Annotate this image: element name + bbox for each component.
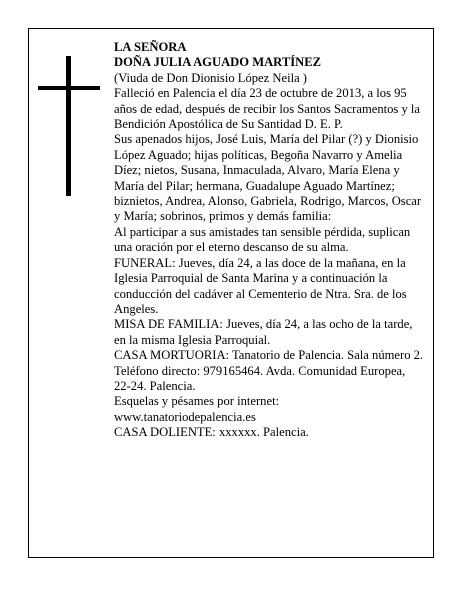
widow-line: (Viuda de Don Dionisio López Neila ) (114, 70, 307, 85)
deceased-name: DOÑA JULIA AGUADO MARTÍNEZ (114, 55, 322, 70)
funeral-paragraph: FUNERAL: Jueves, día 24, a las doce de la mañana, en la Iglesia Parroquial de Santa Marina y a continuación la conducción del cadáver al Cementerio de Ntra. Sra. de los Angeles. (114, 255, 407, 316)
mass-paragraph: MISA DE FAMILIA: Jueves, día 24, a las ocho de la tarde, en la misma Iglesia Parroquial. (114, 317, 413, 347)
cross-vertical-bar (66, 56, 71, 196)
family-home-paragraph: CASA DOLIENTE: xxxxxx. Palencia. (114, 425, 309, 440)
funeral-home-paragraph: CASA MORTUORIA: Tanatorio de Palencia. Sala número 2. Teléfono directo: 979165464. Avda. Comunidad Europea, 22-24. Palencia. (114, 348, 424, 393)
death-paragraph: Falleció en Palencia el día 23 de octubre de 2013, a los 95 años de edad, después de recibir los Santos Sacramentos y la Bendición Apostólica de Su Santidad D. E. P. (114, 86, 421, 132)
cross-horizontal-bar (38, 86, 100, 90)
condolences-paragraph: Esquelas y pésames por internet: www.tanatoriodepalencia.es (114, 394, 280, 424)
obituary-text (114, 40, 424, 441)
request-paragraph: Al participar a sus amistades tan sensible pérdida, suplican una oración por el eterno descanso de su alma. (114, 224, 411, 255)
honorific-line: LA SEÑORA (114, 40, 187, 54)
family-paragraph: Sus apenados hijos, José Luis, María del Pilar (?) y Dionisio López Aguado; hijas políticas, Begoña Navarro y Amelia Díez; nietos, Susana, Inmaculada, Alvaro, María Elena y María del Pilar; hermana, Guadalupe Aguado Martínez; biznietos, Andrea, Alonso, Gabriela, Rodrigo, Marcos, Oscar y María; sobrinos, primos y demás familia: (114, 132, 422, 224)
